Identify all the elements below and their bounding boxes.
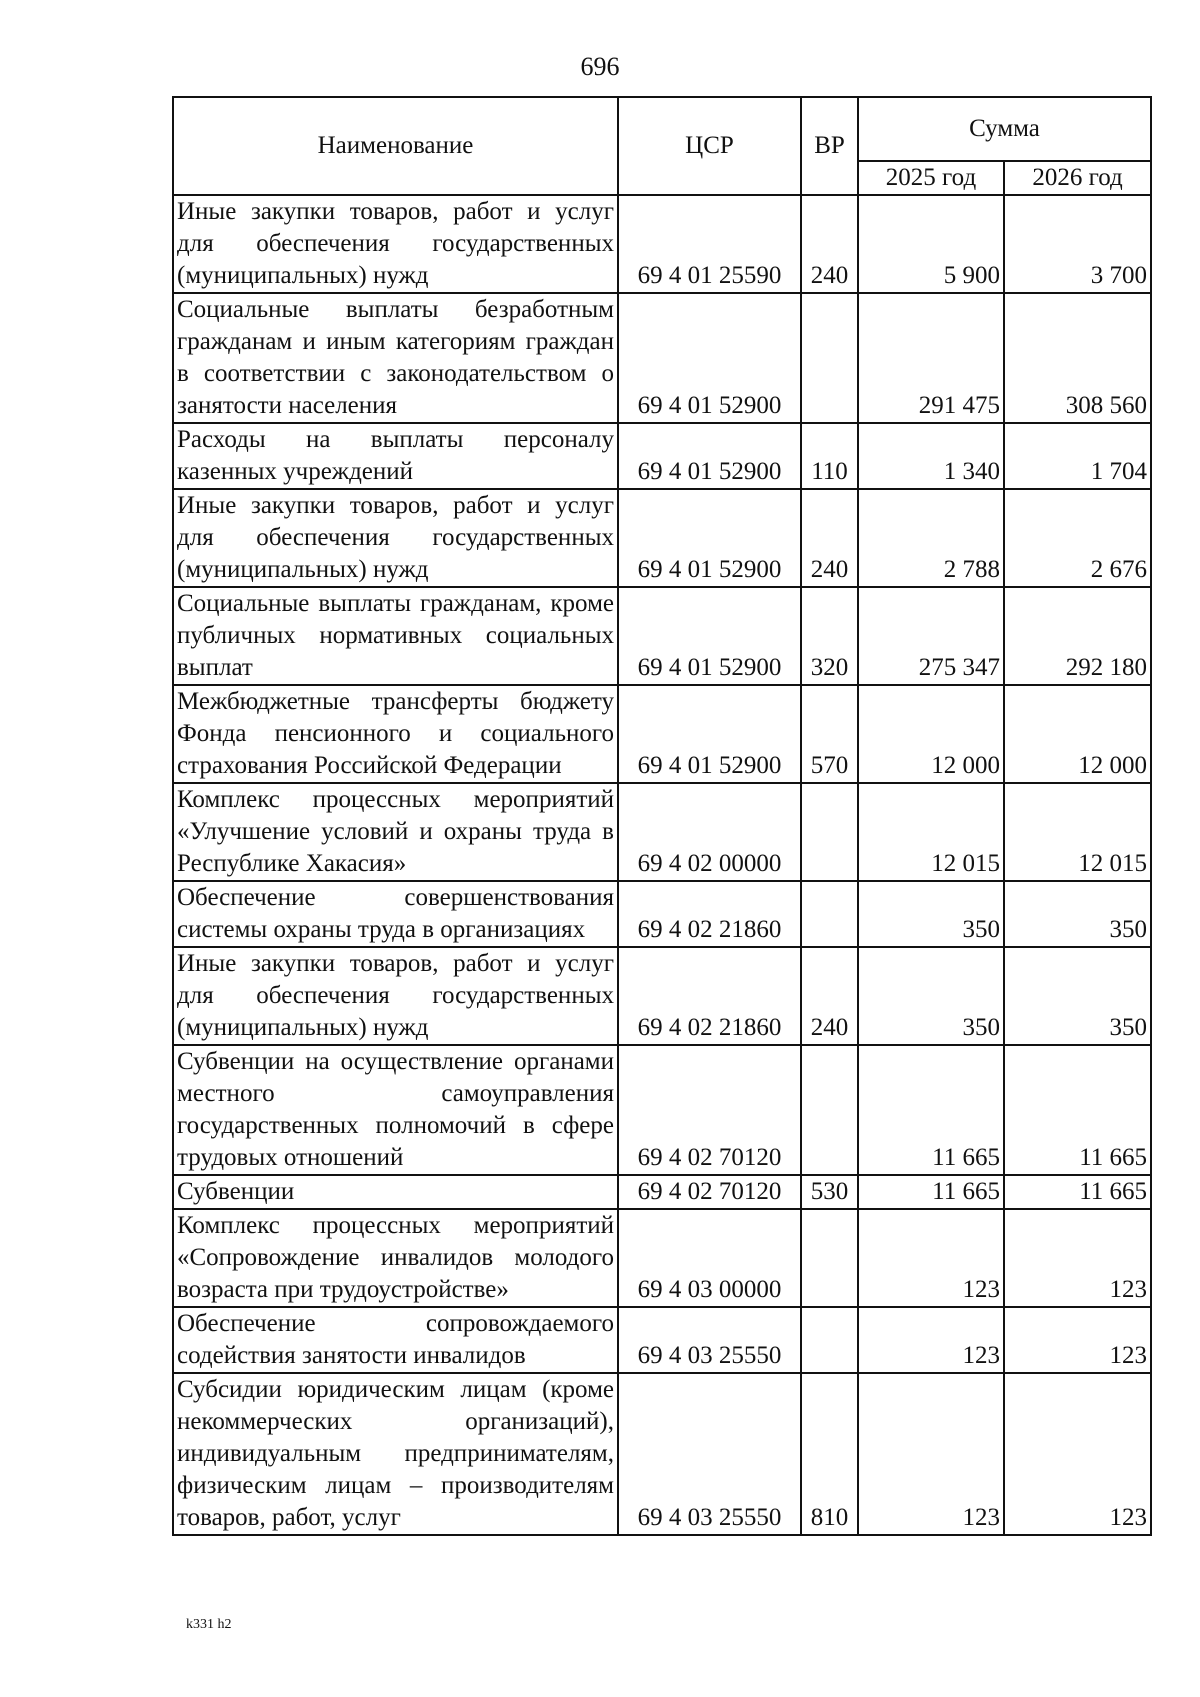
row-sum-2025: 5 900 — [858, 195, 1004, 293]
table-row — [173, 881, 1151, 947]
row-name: Межбюджетные трансферты бюджету Фонда пенсионного и социального страхования Российской Федерации — [173, 685, 618, 783]
table-row — [173, 1045, 1151, 1175]
page-number: 696 — [580, 52, 620, 81]
row-csr: 69 4 02 70120 — [618, 1045, 801, 1175]
row-sum-2025: 350 — [858, 881, 1004, 947]
table-row — [173, 293, 1151, 423]
row-sum-2026: 12 000 — [1004, 685, 1151, 783]
header-sum: Сумма — [858, 97, 1151, 161]
row-sum-2026: 11 665 — [1004, 1045, 1151, 1175]
row-vr: 240 — [801, 195, 858, 293]
row-sum-2025: 291 475 — [858, 293, 1004, 423]
row-vr: 110 — [801, 423, 858, 489]
row-vr — [801, 881, 858, 947]
table-row — [173, 423, 1151, 489]
footer-code: k331 h2 — [186, 1617, 232, 1632]
header-csr: ЦСР — [618, 97, 801, 195]
table-row — [173, 685, 1151, 783]
header-name: Наименование — [173, 97, 618, 195]
table-row — [173, 1373, 1151, 1535]
table-row — [173, 1307, 1151, 1373]
row-vr — [801, 1307, 858, 1373]
row-sum-2026: 123 — [1004, 1373, 1151, 1535]
row-vr: 530 — [801, 1175, 858, 1209]
row-sum-2025: 275 347 — [858, 587, 1004, 685]
row-vr: 240 — [801, 489, 858, 587]
row-csr: 69 4 01 52900 — [618, 489, 801, 587]
row-vr — [801, 1209, 858, 1307]
row-name: Расходы на выплаты персоналу казенных учреждений — [173, 423, 618, 489]
row-name: Обеспечение сопровождаемого содействия занятости инвалидов — [173, 1307, 618, 1373]
row-name: Обеспечение совершенствования системы охраны труда в организациях — [173, 881, 618, 947]
row-sum-2026: 3 700 — [1004, 195, 1151, 293]
row-csr: 69 4 01 52900 — [618, 587, 801, 685]
row-name: Иные закупки товаров, работ и услуг для обеспечения государственных (муниципальных) нужд — [173, 947, 618, 1045]
row-name: Субвенции — [173, 1175, 618, 1209]
row-name: Субвенции на осуществление органами местного самоуправления государственных полномочий в сфере трудовых отношений — [173, 1045, 618, 1175]
row-name: Социальные выплаты безработным гражданам и иным категориям граждан в соответствии с законодательством о занятости населения — [173, 293, 618, 423]
row-vr — [801, 293, 858, 423]
row-csr: 69 4 01 52900 — [618, 685, 801, 783]
table-row — [173, 947, 1151, 1045]
row-sum-2025: 1 340 — [858, 423, 1004, 489]
table-row — [173, 1175, 1151, 1209]
row-vr — [801, 1045, 858, 1175]
row-name: Комплекс процессных мероприятий «Сопровождение инвалидов молодого возраста при трудоустройстве» — [173, 1209, 618, 1307]
row-csr: 69 4 02 70120 — [618, 1175, 801, 1209]
table-row — [173, 587, 1151, 685]
row-sum-2026: 292 180 — [1004, 587, 1151, 685]
row-name: Иные закупки товаров, работ и услуг для обеспечения государственных (муниципальных) нужд — [173, 195, 618, 293]
table-header — [173, 97, 1151, 195]
row-name: Социальные выплаты гражданам, кроме публичных нормативных социальных выплат — [173, 587, 618, 685]
row-sum-2026: 12 015 — [1004, 783, 1151, 881]
row-sum-2026: 1 704 — [1004, 423, 1151, 489]
row-csr: 69 4 03 25550 — [618, 1307, 801, 1373]
row-csr: 69 4 02 21860 — [618, 947, 801, 1045]
row-csr: 69 4 02 00000 — [618, 783, 801, 881]
table-row — [173, 195, 1151, 293]
row-vr: 570 — [801, 685, 858, 783]
row-csr: 69 4 02 21860 — [618, 881, 801, 947]
row-csr: 69 4 01 52900 — [618, 423, 801, 489]
row-csr: 69 4 03 25550 — [618, 1373, 801, 1535]
row-sum-2026: 308 560 — [1004, 293, 1151, 423]
row-vr — [801, 783, 858, 881]
row-name: Субсидии юридическим лицам (кроме некоммерческих организаций), индивидуальным предпринимателям, физическим лицам – производителям товаров, работ, услуг — [173, 1373, 618, 1535]
row-sum-2026: 123 — [1004, 1209, 1151, 1307]
row-name: Комплекс процессных мероприятий «Улучшение условий и охраны труда в Республике Хакасия» — [173, 783, 618, 881]
table-row — [173, 783, 1151, 881]
row-sum-2026: 11 665 — [1004, 1175, 1151, 1209]
row-csr: 69 4 01 25590 — [618, 195, 801, 293]
row-csr: 69 4 03 00000 — [618, 1209, 801, 1307]
row-name: Иные закупки товаров, работ и услуг для обеспечения государственных (муниципальных) нужд — [173, 489, 618, 587]
row-csr: 69 4 01 52900 — [618, 293, 801, 423]
row-sum-2025: 2 788 — [858, 489, 1004, 587]
row-sum-2026: 2 676 — [1004, 489, 1151, 587]
table-row — [173, 489, 1151, 587]
row-sum-2025: 350 — [858, 947, 1004, 1045]
table-body — [173, 195, 1151, 1535]
row-sum-2026: 350 — [1004, 947, 1151, 1045]
budget-table — [172, 96, 1152, 1536]
header-vr: ВР — [801, 97, 858, 195]
row-vr: 320 — [801, 587, 858, 685]
row-sum-2026: 123 — [1004, 1307, 1151, 1373]
row-sum-2025: 12 000 — [858, 685, 1004, 783]
header-year-2025: 2025 год — [858, 161, 1004, 195]
row-vr: 810 — [801, 1373, 858, 1535]
header-year-2026: 2026 год — [1004, 161, 1151, 195]
row-sum-2025: 123 — [858, 1307, 1004, 1373]
row-sum-2026: 350 — [1004, 881, 1151, 947]
row-sum-2025: 11 665 — [858, 1045, 1004, 1175]
row-sum-2025: 11 665 — [858, 1175, 1004, 1209]
row-sum-2025: 12 015 — [858, 783, 1004, 881]
row-sum-2025: 123 — [858, 1373, 1004, 1535]
row-vr: 240 — [801, 947, 858, 1045]
table-row — [173, 1209, 1151, 1307]
row-sum-2025: 123 — [858, 1209, 1004, 1307]
